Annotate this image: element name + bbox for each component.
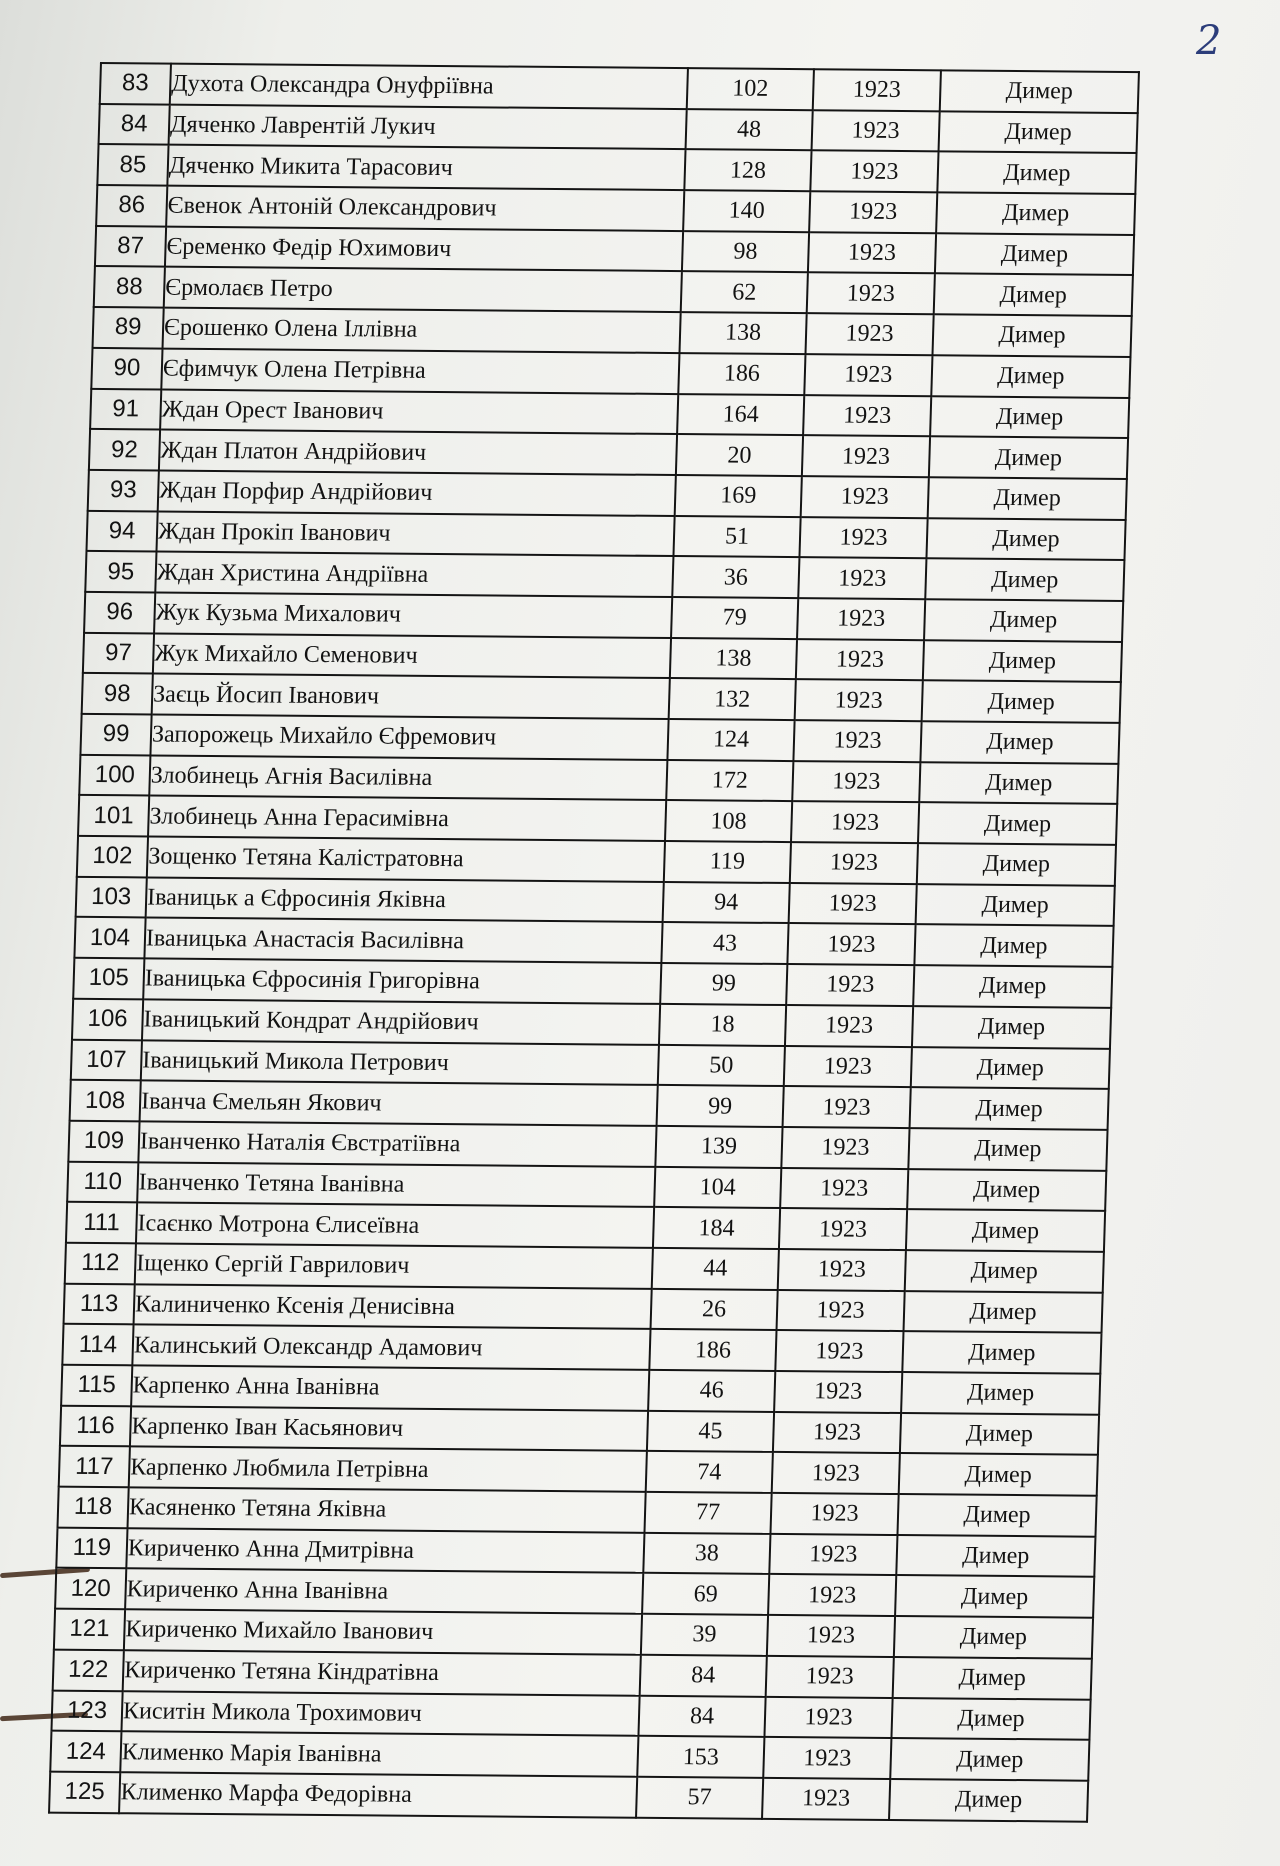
year-value: 1923 [812, 110, 940, 152]
row-number: 112 [65, 1243, 136, 1284]
age-value: 99 [657, 1085, 784, 1127]
age-value: 69 [642, 1573, 769, 1615]
year-value: 1923 [768, 1574, 896, 1616]
age-value: 44 [652, 1248, 779, 1290]
place-value: Димер [890, 1738, 1089, 1780]
row-number: 114 [62, 1324, 133, 1365]
row-number: 85 [97, 144, 168, 185]
year-value: 1923 [772, 1452, 900, 1494]
row-number: 93 [88, 470, 159, 511]
register-table [48, 62, 1140, 1822]
age-value: 20 [676, 434, 803, 476]
place-value: Димер [930, 396, 1129, 438]
row-number: 92 [89, 429, 160, 470]
person-name: Зощенко Тетяна Калістратовна [147, 837, 665, 882]
year-value: 1923 [767, 1615, 895, 1657]
row-number: 123 [51, 1690, 122, 1731]
age-value: 138 [679, 312, 806, 354]
row-number: 107 [71, 1039, 142, 1080]
person-name: Кириченко Анна Іванівна [125, 1569, 643, 1614]
row-number: 90 [91, 348, 162, 389]
row-number: 102 [77, 836, 148, 877]
row-number: 99 [80, 714, 151, 755]
row-number: 95 [85, 551, 156, 592]
year-value: 1923 [807, 273, 935, 315]
place-value: Димер [929, 436, 1128, 478]
place-value: Димер [917, 843, 1116, 885]
row-number: 109 [68, 1121, 139, 1162]
age-value: 128 [684, 149, 811, 191]
year-value: 1923 [783, 1086, 911, 1128]
place-value: Димер [923, 640, 1122, 682]
place-value: Димер [896, 1535, 1095, 1577]
age-value: 77 [644, 1492, 771, 1534]
place-value: Димер [918, 803, 1117, 845]
year-value: 1923 [784, 1046, 912, 1088]
place-value: Димер [899, 1453, 1098, 1495]
place-value: Димер [936, 192, 1135, 234]
year-value: 1923 [799, 517, 927, 559]
row-number: 97 [83, 633, 154, 674]
person-name: Злобинець Анна Герасимівна [148, 796, 666, 841]
person-name: Іваницька Анастасія Василівна [144, 918, 662, 963]
row-number: 124 [50, 1731, 121, 1772]
person-name: Духота Олександра Онуфріївна [170, 64, 688, 109]
row-number: 101 [78, 795, 149, 836]
year-value: 1923 [809, 191, 937, 233]
person-name: Іваницький Кондрат Андрійович [142, 999, 660, 1044]
place-value: Димер [905, 1250, 1104, 1292]
age-value: 94 [663, 882, 790, 924]
age-value: 172 [666, 760, 793, 802]
person-name: Ждан Христина Андріївна [155, 552, 673, 597]
age-value: 102 [687, 68, 814, 110]
year-value: 1923 [796, 639, 924, 681]
age-value: 98 [682, 231, 809, 273]
age-value: 104 [654, 1166, 781, 1208]
person-name: Карпенко Любмила Петрівна [129, 1447, 647, 1492]
row-number: 106 [72, 999, 143, 1040]
place-value: Димер [916, 884, 1115, 926]
year-value: 1923 [785, 1005, 913, 1047]
year-value: 1923 [801, 476, 929, 518]
age-value: 62 [681, 272, 808, 314]
age-value: 36 [672, 556, 799, 598]
year-value: 1923 [779, 1208, 907, 1250]
person-name: Киситін Микола Трохимович [121, 1691, 639, 1736]
place-value: Димер [904, 1291, 1103, 1333]
person-name: Клименко Марія Іванівна [120, 1731, 638, 1776]
age-value: 39 [641, 1614, 768, 1656]
person-name: Ждан Порфир Андрійович [158, 470, 676, 515]
row-number: 86 [96, 185, 167, 226]
row-number: 105 [73, 958, 144, 999]
person-name: Карпенко Анна Іванівна [131, 1365, 649, 1410]
age-value: 79 [671, 597, 798, 639]
year-value: 1923 [770, 1493, 898, 1535]
year-value: 1923 [769, 1534, 897, 1576]
year-value: 1923 [808, 232, 936, 274]
year-value: 1923 [786, 964, 914, 1006]
age-value: 138 [670, 638, 797, 680]
place-value: Димер [913, 965, 1112, 1007]
place-value: Димер [920, 721, 1119, 763]
year-value: 1923 [813, 69, 941, 111]
place-value: Димер [932, 314, 1131, 356]
year-value: 1923 [795, 679, 923, 721]
person-name: Жук Кузьма Михалович [154, 592, 672, 637]
year-value: 1923 [762, 1778, 890, 1820]
place-value: Димер [906, 1209, 1105, 1251]
person-name: Клименко Марфа Федорівна [119, 1772, 637, 1817]
age-value: 26 [651, 1288, 778, 1330]
year-value: 1923 [802, 435, 930, 477]
age-value: 18 [659, 1004, 786, 1046]
age-value: 45 [647, 1411, 774, 1453]
person-name: Іваницький Микола Петрович [141, 1040, 659, 1085]
place-value: Димер [925, 558, 1124, 600]
row-number: 115 [61, 1365, 132, 1406]
row-number: 96 [84, 592, 155, 633]
year-value: 1923 [803, 395, 931, 437]
place-value: Димер [902, 1331, 1101, 1373]
age-value: 38 [643, 1533, 770, 1575]
person-name: Іваницьк а Єфросинія Яківна [146, 877, 664, 922]
place-value: Димер [891, 1697, 1090, 1739]
row-number: 98 [82, 673, 153, 714]
place-value: Димер [897, 1494, 1096, 1536]
row-number: 116 [60, 1405, 131, 1446]
register-body [49, 63, 1139, 1821]
age-value: 57 [636, 1777, 763, 1819]
age-value: 46 [648, 1370, 775, 1412]
age-value: 132 [669, 678, 796, 720]
person-name: Іванченко Наталія Євстратіївна [138, 1121, 656, 1166]
row-number: 118 [58, 1487, 129, 1528]
person-name: Іванча Ємельян Якович [140, 1081, 658, 1126]
person-name: Жук Михайло Семенович [153, 633, 671, 678]
row-number: 104 [74, 917, 145, 958]
age-value: 153 [637, 1736, 764, 1778]
year-value: 1923 [781, 1127, 909, 1169]
year-value: 1923 [793, 720, 921, 762]
place-value: Димер [911, 1047, 1110, 1089]
person-name: Злобинець Агнія Василівна [149, 755, 667, 800]
person-name: Ждан Платон Андрійович [159, 430, 677, 475]
place-value: Димер [928, 477, 1127, 519]
age-value: 50 [658, 1044, 785, 1086]
year-value: 1923 [791, 801, 919, 843]
age-value: 108 [665, 800, 792, 842]
person-name: Єфимчук Олена Петрівна [161, 348, 679, 393]
year-value: 1923 [763, 1737, 891, 1779]
year-value: 1923 [764, 1696, 892, 1738]
row-number: 84 [99, 104, 170, 145]
year-value: 1923 [780, 1168, 908, 1210]
person-name: Запорожець Михайло Єфремович [150, 714, 668, 759]
person-name: Заєць Йосип Іванович [152, 674, 670, 719]
year-value: 1923 [798, 557, 926, 599]
row-number: 94 [86, 510, 157, 551]
place-value: Димер [924, 599, 1123, 641]
year-value: 1923 [805, 313, 933, 355]
age-value: 84 [638, 1695, 765, 1737]
row-number: 83 [100, 63, 171, 104]
person-name: Ждан Орест Іванович [160, 389, 678, 434]
place-value: Димер [912, 1006, 1111, 1048]
person-name: Іщенко Сергій Гаврилович [135, 1243, 653, 1288]
place-value: Димер [907, 1169, 1106, 1211]
age-value: 48 [686, 109, 813, 151]
place-value: Димер [914, 925, 1113, 967]
place-value: Димер [926, 518, 1125, 560]
place-value: Димер [895, 1575, 1094, 1617]
year-value: 1923 [792, 761, 920, 803]
person-name: Карпенко Іван Касьянович [130, 1406, 648, 1451]
place-value: Димер [931, 355, 1130, 397]
age-value: 74 [646, 1451, 773, 1493]
age-value: 43 [661, 922, 788, 964]
place-value: Димер [940, 70, 1139, 112]
page-number: 2 [1196, 18, 1222, 64]
age-value: 164 [677, 394, 804, 436]
person-name: Калиниченко Ксенія Денисівна [134, 1284, 652, 1329]
row-number: 91 [90, 388, 161, 429]
person-name: Ісаєнко Мотрона Єлисеївна [136, 1203, 654, 1248]
age-value: 124 [667, 719, 794, 761]
person-name: Єрмолаєв Петро [164, 267, 682, 312]
person-name: Єременко Федір Юхимович [165, 226, 683, 271]
age-value: 99 [660, 963, 787, 1005]
place-value: Димер [900, 1413, 1099, 1455]
row-number: 113 [64, 1283, 135, 1324]
person-name: Кириченко Анна Дмитрівна [126, 1528, 644, 1573]
row-number: 89 [93, 307, 164, 348]
year-value: 1923 [787, 923, 915, 965]
age-value: 139 [655, 1126, 782, 1168]
year-value: 1923 [766, 1656, 894, 1698]
row-number: 108 [70, 1080, 141, 1121]
age-value: 84 [640, 1655, 767, 1697]
year-value: 1923 [775, 1330, 903, 1372]
row-number: 100 [79, 755, 150, 796]
place-value: Димер [908, 1128, 1107, 1170]
row-number: 117 [59, 1446, 130, 1487]
place-value: Димер [901, 1372, 1100, 1414]
table-row [49, 1772, 1088, 1822]
age-value: 169 [675, 475, 802, 517]
age-value: 119 [664, 841, 791, 883]
year-value: 1923 [789, 883, 917, 925]
age-value: 51 [673, 516, 800, 558]
age-value: 186 [649, 1329, 776, 1371]
row-number: 88 [94, 266, 165, 307]
place-value: Димер [934, 274, 1133, 316]
place-value: Димер [910, 1087, 1109, 1129]
age-value: 184 [653, 1207, 780, 1249]
person-name: Ждан Прокіп Іванович [156, 511, 674, 556]
year-value: 1923 [773, 1412, 901, 1454]
year-value: 1923 [810, 151, 938, 193]
age-value: 140 [683, 190, 810, 232]
row-number: 121 [54, 1609, 125, 1650]
year-value: 1923 [778, 1249, 906, 1291]
person-name: Калинський Олександр Адамович [132, 1325, 650, 1370]
person-name: Іванченко Тетяна Іванівна [137, 1162, 655, 1207]
person-name: Євенок Антоній Олександрович [166, 186, 684, 231]
person-name: Дяченко Лаврентій Лукич [169, 104, 687, 149]
row-number: 87 [95, 226, 166, 267]
place-value: Димер [889, 1779, 1088, 1821]
place-value: Димер [919, 762, 1118, 804]
person-name: Кириченко Михайло Іванович [124, 1609, 642, 1654]
person-name: Єрошенко Олена Іллівна [163, 308, 681, 353]
age-value: 186 [678, 353, 805, 395]
row-number: 122 [53, 1649, 124, 1690]
person-name: Іваницька Єфросинія Григорівна [143, 959, 661, 1004]
year-value: 1923 [797, 598, 925, 640]
person-name: Дяченко Микита Тарасович [167, 145, 685, 190]
row-number: 125 [49, 1772, 120, 1813]
year-value: 1923 [804, 354, 932, 396]
place-value: Димер [893, 1657, 1092, 1699]
year-value: 1923 [774, 1371, 902, 1413]
row-number: 119 [56, 1527, 127, 1568]
person-name: Касяненко Тетяна Яківна [128, 1487, 646, 1532]
place-value: Димер [937, 152, 1136, 194]
year-value: 1923 [777, 1290, 905, 1332]
place-value: Димер [939, 111, 1138, 153]
row-number: 103 [76, 877, 147, 918]
place-value: Димер [922, 681, 1121, 723]
place-value: Димер [894, 1616, 1093, 1658]
person-name: Кириченко Тетяна Кіндратівна [123, 1650, 641, 1695]
row-number: 110 [67, 1161, 138, 1202]
row-number: 120 [55, 1568, 126, 1609]
place-value: Димер [935, 233, 1134, 275]
row-number: 111 [66, 1202, 137, 1243]
year-value: 1923 [790, 842, 918, 884]
